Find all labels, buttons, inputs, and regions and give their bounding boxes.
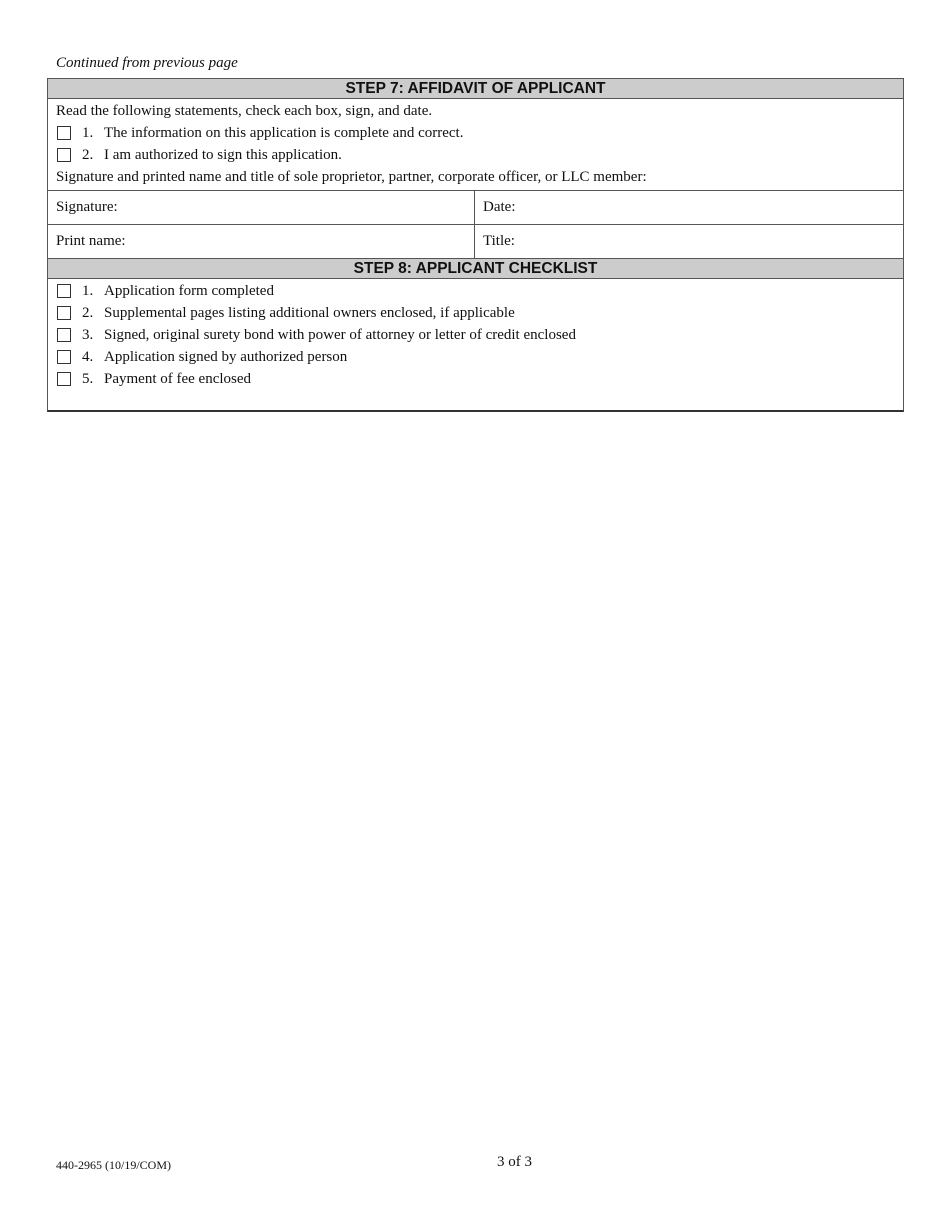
checklist-item-1 xyxy=(48,280,903,302)
affidavit-instructions: Read the following statements, check each box, sign, and date. xyxy=(56,103,433,119)
checklist-item-3 xyxy=(48,324,903,346)
checklist-number: 4. xyxy=(82,349,94,365)
continued-note: Continued from previous page xyxy=(56,55,238,71)
page-number: 3 of 3 xyxy=(497,1154,532,1170)
signature-note: Signature and printed name and title of sole proprietor, partner, corporate officer, or LLC member: xyxy=(56,169,647,185)
affidavit-statement-2 xyxy=(48,144,903,166)
checklist-1-checkbox[interactable] xyxy=(57,284,71,298)
step8-header: STEP 8: APPLICANT CHECKLIST xyxy=(48,258,903,279)
signature-row xyxy=(48,190,903,224)
statement-1-checkbox[interactable] xyxy=(57,126,71,140)
date-label: Date: xyxy=(483,199,516,215)
checklist-section xyxy=(48,279,903,410)
application-form xyxy=(47,78,904,412)
checklist-3-checkbox[interactable] xyxy=(57,328,71,342)
date-field[interactable] xyxy=(475,191,903,224)
signature-field[interactable] xyxy=(48,191,475,224)
checklist-item-2 xyxy=(48,302,903,324)
checklist-text: Application form completed xyxy=(104,283,274,299)
statement-number: 2. xyxy=(82,147,94,163)
statement-2-checkbox[interactable] xyxy=(57,148,71,162)
checklist-item-4 xyxy=(48,346,903,368)
checklist-text: Payment of fee enclosed xyxy=(104,371,252,387)
checklist-number: 1. xyxy=(82,283,94,299)
print-name-row xyxy=(48,224,903,258)
statement-text: I am authorized to sign this application. xyxy=(104,147,342,163)
signature-label: Signature: xyxy=(56,199,118,215)
checklist-text: Supplemental pages listing additional owners enclosed, if applicable xyxy=(104,305,515,321)
checklist-4-checkbox[interactable] xyxy=(57,350,71,364)
checklist-number: 3. xyxy=(82,327,94,343)
checklist-number: 2. xyxy=(82,305,94,321)
form-code: 440-2965 (10/19/COM) xyxy=(56,1158,171,1172)
print-name-field[interactable] xyxy=(48,225,475,258)
checklist-text: Application signed by authorized person xyxy=(104,349,348,365)
checklist-item-5 xyxy=(48,368,903,390)
title-field[interactable] xyxy=(475,225,903,258)
checklist-text: Signed, original surety bond with power of attorney or letter of credit enclosed xyxy=(104,327,576,343)
title-label: Title: xyxy=(483,233,515,249)
checklist-5-checkbox[interactable] xyxy=(57,372,71,386)
checklist-2-checkbox[interactable] xyxy=(57,306,71,320)
print-name-label: Print name: xyxy=(56,233,126,249)
statement-number: 1. xyxy=(82,125,94,141)
affidavit-section xyxy=(48,99,903,190)
step7-header: STEP 7: AFFIDAVIT OF APPLICANT xyxy=(48,79,903,99)
affidavit-statement-1 xyxy=(48,122,903,144)
checklist-number: 5. xyxy=(82,371,94,387)
statement-text: The information on this application is complete and correct. xyxy=(104,125,464,141)
